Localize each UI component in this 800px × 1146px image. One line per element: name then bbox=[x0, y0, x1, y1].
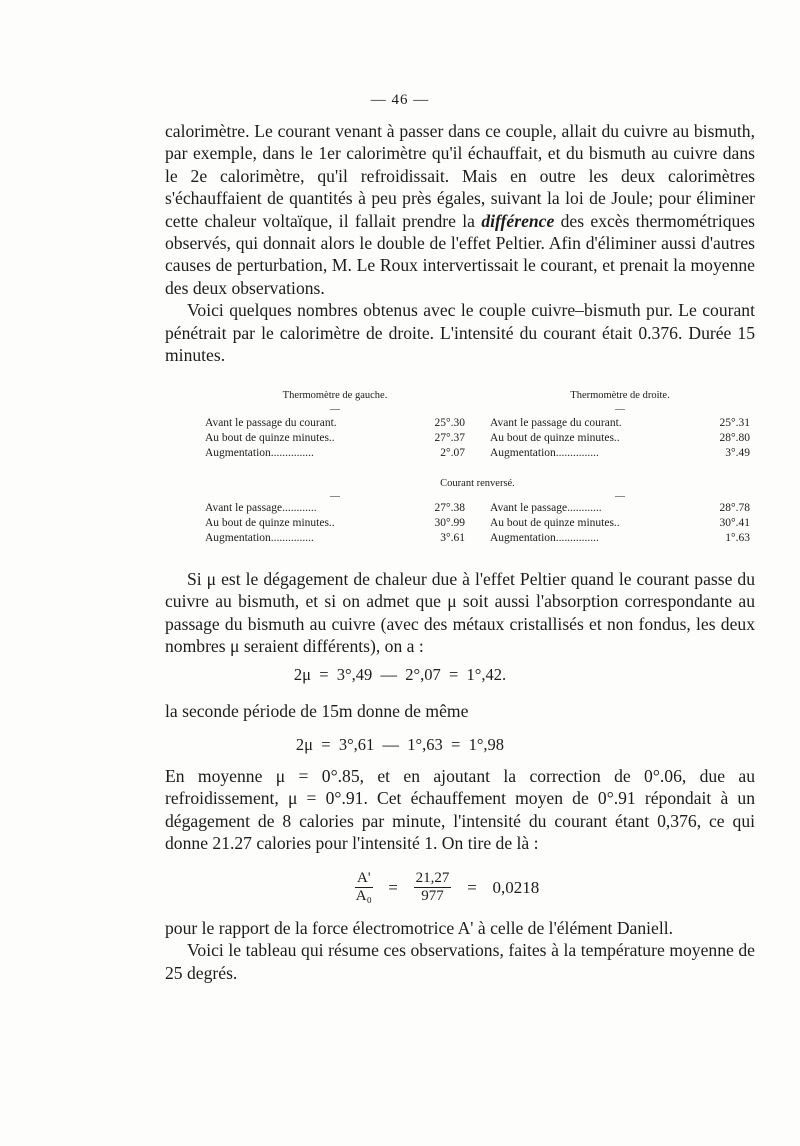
row-value: 30°.41 bbox=[719, 517, 750, 529]
row-label: Au bout de quinze minutes.. bbox=[490, 432, 620, 444]
paragraph-3-text: Si μ est le dégagement de chaleur due à l'effet Peltier quand le courant passe du cuivre au bismuth, et si on admet que μ soit aussi l'absorption correspondante au passage du bismuth au cuivre (avec des métaux cristallisés et non fondus, les deux nombres μ seraient différents), on a : bbox=[165, 569, 755, 657]
row-value: 3°.49 bbox=[725, 447, 750, 459]
paragraph-1-end: des excès thermométriques observés, qui donnait alors le double de l'effet Peltier. Afin d'éliminer aussi d'autres causes de perturbation, M. Le Roux intervertissait le courant, et prenait la moyenne des deux observations. bbox=[165, 210, 755, 298]
reversed-dash-right: — bbox=[615, 491, 625, 502]
reversed-current-heading: Courant renversé. bbox=[440, 478, 515, 489]
row-value: 27°.38 bbox=[434, 502, 465, 514]
row-value: 1°.63 bbox=[725, 532, 750, 544]
row-label: Avant le passage du courant. bbox=[490, 417, 622, 429]
row-value: 25°.30 bbox=[434, 417, 465, 429]
paragraph-6a: pour le rapport de la force électromotrice A' à celle de l'élément Daniell. bbox=[165, 918, 674, 938]
row-value: 27°.37 bbox=[434, 432, 465, 444]
row-value: 3°.61 bbox=[440, 532, 465, 544]
right-dash: — bbox=[615, 404, 625, 415]
row-value: 30°.99 bbox=[434, 517, 465, 529]
fraction-a-numerator: A' bbox=[357, 870, 371, 886]
equation-2: 2μ = 3°,61 — 1°,63 = 1°,98 bbox=[295, 735, 505, 754]
paragraph-1-text: calorimètre. Le courant venant à passer dans ce couple, allait du cuivre au bismuth, par exemple, dans le 1er calorimètre qu'il échauffait, et du bismuth au cuivre dans le 2e calorimètre, qu'il refroidissait. Mais en outre les deux calorimètres s'échauffaient de quantités à peu près égales, suivant la loi de Joule; pour éliminer cette chaleur voltaïque, il fallait prendre la bbox=[165, 121, 755, 231]
equation-1: 2μ = 3°,49 — 2°,07 = 1°,42. bbox=[293, 665, 507, 684]
row-value: 25°.31 bbox=[719, 417, 750, 429]
table-row bbox=[490, 416, 750, 431]
left-dash: — bbox=[330, 404, 340, 415]
ratio-result: 0,0218 bbox=[492, 877, 540, 897]
right-reversed-column bbox=[490, 501, 750, 546]
table-row bbox=[490, 501, 750, 516]
row-label: Au bout de quinze minutes.. bbox=[205, 432, 335, 444]
table-row bbox=[490, 446, 750, 461]
fraction-b bbox=[414, 870, 452, 905]
table-row bbox=[490, 516, 750, 531]
fraction-a-denominator: A₀ bbox=[355, 888, 372, 904]
table-row bbox=[490, 431, 750, 446]
table-row bbox=[205, 501, 465, 516]
row-label: Augmentation............... bbox=[490, 447, 599, 459]
row-label: Augmentation............... bbox=[205, 532, 314, 544]
paragraph-6 bbox=[165, 917, 755, 984]
table-row bbox=[205, 431, 465, 446]
page-number: — 46 — bbox=[370, 92, 430, 108]
row-value: 2°.07 bbox=[440, 447, 465, 459]
paragraph-5-text: En moyenne μ = 0°.85, et en ajoutant la correction de 0°.06, due au refroidissement, μ = 0°.91. Cet échauffement moyen de 0°.91 répondait à un dégagement de 8 calories par minute, l'intensité du courant étant 0,376, ce qui donne 21.27 calories pour l'intensité 1. On tire de là : bbox=[165, 766, 755, 854]
row-label: Avant le passage du courant. bbox=[205, 417, 337, 429]
equals-sign-2: = bbox=[467, 877, 477, 897]
table-row bbox=[205, 446, 465, 461]
right-header: Thermomètre de droite. bbox=[570, 390, 670, 401]
row-value: 28°.78 bbox=[719, 502, 750, 514]
fraction-b-denominator: 977 bbox=[421, 888, 444, 904]
paragraph-1 bbox=[165, 120, 755, 366]
reversed-dash-left: — bbox=[330, 491, 340, 502]
row-label: Augmentation............... bbox=[205, 447, 314, 459]
paragraph-2: Voici quelques nombres obtenus avec le couple cuivre–bismuth pur. Le courant pénétrait par le calorimètre de droite. L'intensité du courant était 0.376. Durée 15 minutes. bbox=[165, 300, 755, 366]
paragraph-5 bbox=[165, 765, 755, 855]
equals-sign-1: = bbox=[388, 877, 398, 897]
row-label: Avant le passage............ bbox=[490, 502, 602, 514]
row-value: 28°.80 bbox=[719, 432, 750, 444]
emphasis-difference: différence bbox=[481, 210, 555, 231]
row-label: Au bout de quinze minutes.. bbox=[205, 517, 335, 529]
left-reversed-column bbox=[205, 501, 465, 546]
row-label: Au bout de quinze minutes.. bbox=[490, 517, 620, 529]
left-thermometer-column bbox=[205, 388, 465, 461]
left-header: Thermomètre de gauche. bbox=[282, 390, 388, 401]
fraction-b-numerator: 21,27 bbox=[415, 870, 450, 886]
table-row bbox=[205, 516, 465, 531]
fraction-a bbox=[355, 870, 373, 905]
paragraph-6b: Voici le tableau qui résume ces observations, faites à la température moyenne de 25 degrés. bbox=[165, 940, 755, 983]
row-label: Avant le passage............ bbox=[205, 502, 317, 514]
row-label: Augmentation............... bbox=[490, 532, 599, 544]
paragraph-4: la seconde période de 15m donne de même bbox=[165, 701, 469, 721]
table-row bbox=[205, 416, 465, 431]
table-row bbox=[490, 531, 750, 546]
paragraph-3 bbox=[165, 568, 755, 658]
table-row bbox=[205, 531, 465, 546]
ratio-equation bbox=[355, 870, 539, 905]
right-thermometer-column bbox=[490, 388, 750, 461]
